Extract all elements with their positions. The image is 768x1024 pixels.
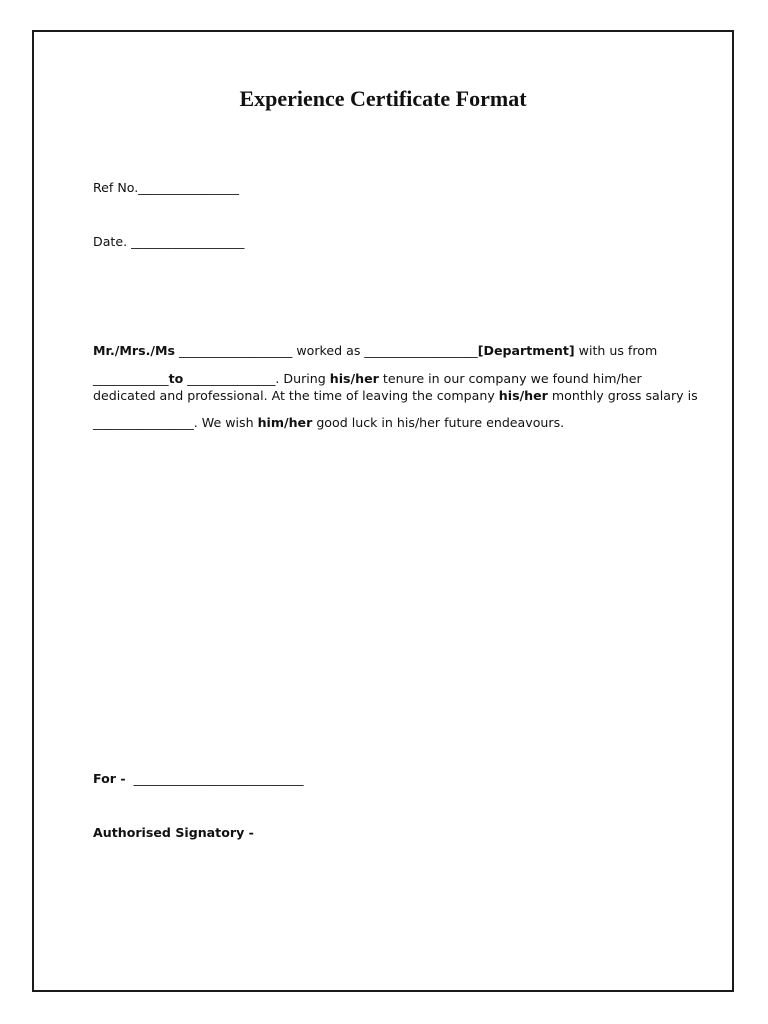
for-label: For - bbox=[93, 771, 126, 786]
body-line-1-text: __________________ worked as __________________ bbox=[174, 343, 478, 358]
body-line-4-end: good luck in his/her future endeavours. bbox=[312, 415, 565, 430]
his-her-label: his/her bbox=[329, 371, 379, 386]
him-her-label: him/her bbox=[257, 415, 313, 430]
body-line-4 bbox=[93, 415, 564, 430]
his-her-label-2: his/her bbox=[498, 388, 548, 403]
date-line: Date. __________________ bbox=[93, 234, 245, 249]
department-label: [Department] bbox=[477, 343, 575, 358]
authorised-signatory: Authorised Signatory - bbox=[93, 825, 254, 840]
name-label: Mr./Mrs./Ms bbox=[93, 343, 175, 358]
body-line-1-end: with us from bbox=[574, 343, 658, 358]
body-line-2-text: ______________. During bbox=[183, 371, 330, 386]
body-line-3-end: monthly gross salary is bbox=[547, 388, 698, 403]
for-line bbox=[93, 771, 304, 786]
salary-blank: ________________. We wish bbox=[93, 415, 258, 430]
body-line-3-text: dedicated and professional. At the time of leaving the company bbox=[93, 388, 499, 403]
document-title: Experience Certificate Format bbox=[239, 86, 527, 111]
ref-no-line: Ref No.________________ bbox=[93, 180, 240, 195]
from-blank: ____________ bbox=[93, 371, 169, 386]
page-border bbox=[32, 30, 734, 992]
body-line-3 bbox=[93, 388, 698, 403]
to-label: to bbox=[168, 371, 184, 386]
body-line-2-end: tenure in our company we found him/her bbox=[378, 371, 642, 386]
for-blank: ___________________________ bbox=[125, 771, 304, 786]
body-line-1 bbox=[93, 343, 657, 358]
body-line-2 bbox=[93, 371, 642, 386]
